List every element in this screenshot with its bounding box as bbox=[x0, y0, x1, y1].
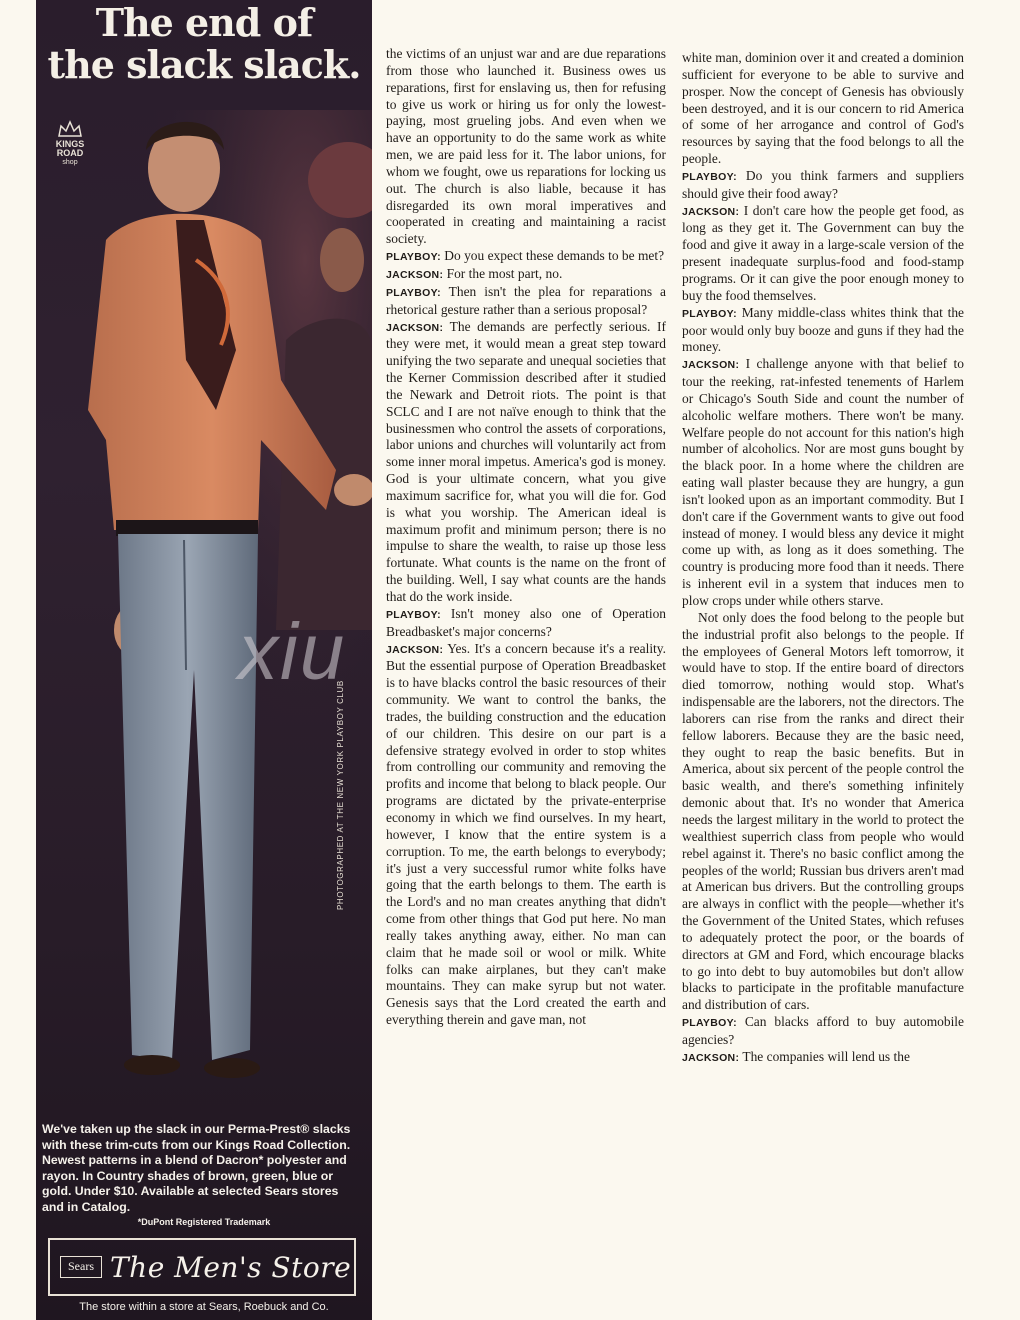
paragraph-text: Can blacks afford to buy automobile agencies? bbox=[682, 1014, 965, 1047]
article-paragraph bbox=[682, 50, 964, 168]
paragraph-text: Not only does the food belong to the people but the industrial profit also belongs to the people. If the employees of General Motors left tomorrow, it would have to stop. If the entire board of directors died tomorrow, nothing would stop. What's indispensable are the laborers, not the directors. The laborers can rise from the ranks and direct their fellow laborers. Because they are the basic need, they ought to reap the basic benefits. But in America, about six percent of the people control the basic wealth, and there's something infinitely demonic about that. It's no wonder that America needs the largest military in the world to protect the wealthiest superrich class from people who would rebel against it. There's no basic conflict among the peoples of the world; Russian bus drivers aren't mad at American bus drivers. But the controlling groups are always in conflict with the people—whether it's the Government of the United States, which refuses to adequately protect the poor, or the boards of directors at GM and Ford, which encourage blacks to go into debt to buy automobiles but don't allow blacks to participate in the profitable manufacture and distribution of cars. bbox=[682, 609, 964, 1013]
speaker-label: PLAYBOY: bbox=[682, 307, 737, 320]
ad-body-copy: We've taken up the slack in our Perma-Prest® slacks with these trim-cuts from our Kings Road Collection. Newest patterns in a blend of Dacron* polyester and rayon. In Country shades of brown, green, blue or gold. Under $10. Available at selected Sears stores and in Catalog. bbox=[42, 1122, 351, 1214]
kings-road-shop: shop bbox=[62, 159, 78, 166]
speaker-label: JACKSON: bbox=[386, 643, 444, 656]
interview-exchange bbox=[386, 606, 666, 641]
interview-exchange bbox=[386, 319, 666, 606]
interview-exchange bbox=[682, 1014, 964, 1049]
speaker-label: JACKSON: bbox=[682, 205, 740, 218]
mens-store-wordmark: The Men's Store bbox=[110, 1251, 352, 1284]
kings-road-logo bbox=[50, 120, 90, 167]
paragraph-text: Many middle-class whites think that the poor would only buy booze and guns if they had the money. bbox=[682, 304, 965, 355]
article-paragraph bbox=[386, 46, 666, 248]
ad-headline-line-2: the slack slack. bbox=[47, 42, 361, 87]
paragraph-text: Yes. It's a concern because it's a reality. But the essential purpose of Operation Breadbasket is to have blacks control the basic resources of their community. We want to control the banks, the trades, the building construction and the education of our children. This desire on our part is a defensive strategy evolved in order to stop whites from controlling our community and removing the profits and income that belong to black people. Our programs are dictated by the private-enterprise economy in which we find ourselves. In my heart, however, I know that the entire system is a corruption. To me, the earth belongs to everybody; it's just a very successful rumor white folks have going that the earth belongs to them. The earth is the Lord's and no man creates anything that didn't come from other things that God put here. No man really takes anything away, either. No man can claim that he made soil or wool or milk. White folks can make airplanes, but they can't make mountains. They can make syrup but not water. Genesis says that the Lord created the earth and everything therein and gave man, not bbox=[386, 640, 666, 1028]
interview-exchange bbox=[682, 203, 964, 305]
paragraph-text: white man, dominion over it and created a dominion sufficient for everyone to be able to survive and prosper. Now the concept of Genesis has obviously been destroyed, and it is our concern to rid America of some of her arrogance and control of God's resources by saying that the food belongs to all the people. bbox=[682, 50, 964, 167]
article-column-1 bbox=[386, 46, 666, 1029]
ad-tagline: The store within a store at Sears, Roebuck and Co. bbox=[79, 1301, 329, 1313]
paragraph-text: Then isn't the plea for reparations a rhetorical gesture rather than a serious proposal? bbox=[386, 283, 666, 317]
ad-photo bbox=[36, 110, 372, 1110]
watermark: xiu bbox=[238, 607, 347, 696]
paragraph-text: I don't care how the people get food, as long as they get it. The Government can buy the food and give it away in a large-scale version of the present inadequate surplus-food and food-stamp programs. Or it can give the poor enough money to buy the food themselves. bbox=[682, 202, 964, 303]
kings-road-line-2: ROAD bbox=[56, 148, 84, 158]
speaker-label: PLAYBOY: bbox=[682, 1017, 737, 1030]
article-column-2 bbox=[682, 50, 964, 1067]
speaker-label: JACKSON: bbox=[386, 321, 444, 334]
interview-exchange bbox=[386, 284, 666, 319]
speaker-label: PLAYBOY: bbox=[386, 286, 441, 299]
ad-headline-line-1: The end of bbox=[95, 0, 313, 45]
interview-exchange bbox=[682, 305, 964, 357]
model-right-shoe bbox=[204, 1058, 260, 1078]
ad-headline bbox=[36, 2, 372, 86]
interview-exchange bbox=[386, 248, 666, 266]
paragraph-text: Do you think farmers and suppliers should give their food away? bbox=[682, 167, 964, 201]
speaker-label: PLAYBOY: bbox=[386, 251, 441, 264]
paragraph-text: the victims of an unjust war and are due reparations from those who launched it. Business owes us reparations, first for enslaving us, then for refusing to give us work or hiring us for only the lowest-paying, most grueling jobs. And even when we have an opportunity to do the same work as white men, we are paid less for it. The labor unions, for whom we fought, owe us reparations for locking us out. The church is also liable, because it has disregarded its own moral imperatives and cooperated in creating and maintaining a racist society. bbox=[386, 46, 666, 247]
speaker-label: JACKSON: bbox=[386, 268, 444, 281]
photo-credit: PHOTOGRAPHED AT THE NEW YORK PLAYBOY CLUB bbox=[336, 680, 345, 910]
trademark-note: *DuPont Registered Trademark bbox=[137, 1217, 271, 1227]
paragraph-text: Do you expect these demands to be met? bbox=[444, 248, 665, 264]
interview-exchange bbox=[386, 266, 666, 284]
sears-logo: Sears bbox=[60, 1256, 102, 1278]
speaker-label: JACKSON: bbox=[682, 359, 740, 372]
kings-road-line-1: KINGS bbox=[55, 139, 85, 149]
article-paragraph bbox=[682, 610, 964, 1014]
paragraph-text: The companies will lend us the bbox=[742, 1048, 910, 1064]
background-figure-face bbox=[320, 228, 364, 292]
paragraph-text: Isn't money also one of Operation Breadbasket's major concerns? bbox=[386, 605, 667, 639]
crown-icon bbox=[57, 120, 83, 138]
speaker-label: PLAYBOY: bbox=[682, 170, 737, 183]
speaker-label: PLAYBOY: bbox=[386, 608, 441, 621]
paragraph-text: I challenge anyone with that belief to tour the reeking, rat-infested tenements of Harlem or Chicago's South Side and count the number of alcoholic welfare mothers. There won't be many. Welfare people do not account for this nation's high number of alcoholics. Nor are most guns bought by the black poor. In a home where the children are eating wall plaster because they are hungry, a gun isn't looked upon as an important commodity. But I don't care if the Government wants to give out food instead of money. I would bless any device it might come up with, as long as it does something. The country is producing more food than it needs. There is inherent evil in a system that induces men to plow crops under while others starve. bbox=[682, 356, 965, 608]
interview-exchange bbox=[682, 168, 964, 203]
interview-exchange bbox=[682, 1049, 964, 1067]
mens-store-logo-box bbox=[48, 1238, 356, 1296]
paragraph-text: The demands are perfectly serious. If they were met, it would mean a great step toward unifying the two separate and unequal societies that the Kerner Commission described after it studied the Newark and Detroit riots. The point is that SCLC and I are not naïve enough to think that the businessmen who control the assets of corporations, labor unions and churches will voluntarily act from some inner moral impetus. America's god is money. God is your ultimate concern, what you give maximum sacrifice for, what you will die for. God is what you worship. The American ideal is maximum profit and minimum person; there is no impulse to share the wealth, to raise up those less fortunate. What counts is the name on the front of the building. Well, I say what counts are the hands that do the work inside. bbox=[386, 318, 666, 604]
interview-exchange bbox=[682, 356, 964, 610]
sears-advertisement bbox=[36, 0, 372, 1320]
speaker-label: JACKSON: bbox=[682, 1051, 740, 1064]
interview-exchange bbox=[386, 641, 666, 1029]
paragraph-text: For the most part, no. bbox=[446, 265, 563, 281]
model-left-shoe bbox=[124, 1055, 180, 1075]
model-belt bbox=[116, 520, 258, 536]
